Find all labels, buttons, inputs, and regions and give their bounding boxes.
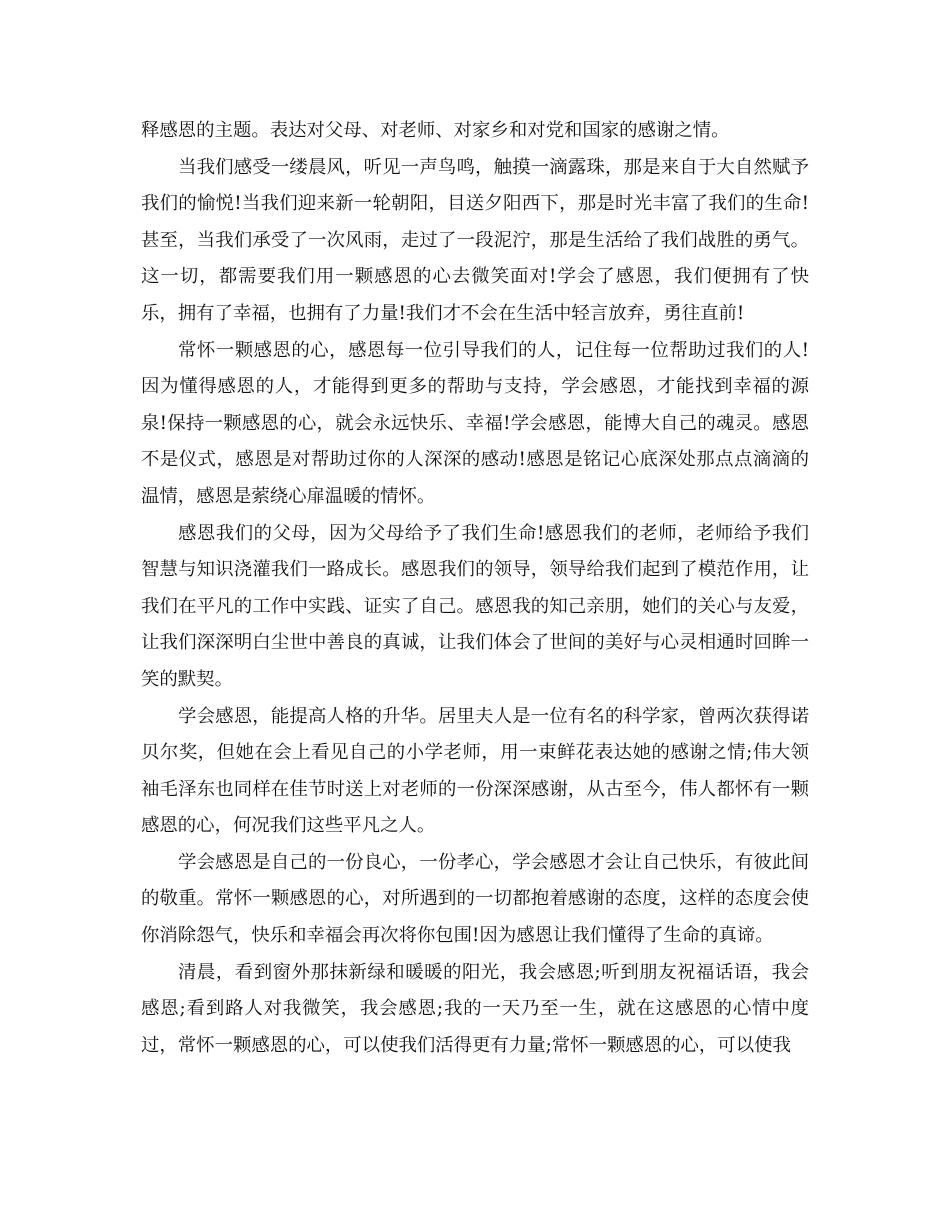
paragraph: 常怀一颗感恩的心，感恩每一位引导我们的人，记住每一位帮助过我们的人!因为懂得感恩的人，才能得到更多的帮助与支持，学会感恩，才能找到幸福的源泉!保持一颗感恩的心，就会永远快乐、幸福!学会感恩，能博大自己的魂灵。感恩不是仪式，感恩是对帮助过你的人深深的感动!感恩是铭记心底深处那点点滴滴的温情，感恩是萦绕心扉温暖的情怀。 xyxy=(141,339,809,507)
paragraph: 清晨，看到窗外那抹新绿和暖暖的阳光，我会感恩;听到朋友祝福话语，我会感恩;看到路人对我微笑，我会感恩;我的一天乃至一生，就在这感恩的心情中度过，常怀一颗感恩的心，可以使我们活得更有力量;常怀一颗感恩的心，可以使我 xyxy=(141,961,809,1056)
paragraph-continued: 释感恩的主题。表达对父母、对老师、对家乡和对党和国家的感谢之情。 xyxy=(141,120,730,141)
paragraph: 学会感恩，能提高人格的升华。居里夫人是一位有名的科学家，曾两次获得诺贝尔奖，但她在会上看见自己的小学老师，用一束鲜花表达她的感谢之情;伟大领袖毛泽东也同样在佳节时送上对老师的一份深深感谢，从古至今，伟人都怀有一颗感恩的心，何况我们这些平凡之人。 xyxy=(141,705,809,837)
document-body xyxy=(141,113,809,1064)
paragraph: 学会感恩是自己的一份良心，一份孝心，学会感恩才会让自己快乐，有彼此间的敬重。常怀一颗感恩的心，对所遇到的一切都抱着感谢的态度，这样的态度会使你消除怨气，快乐和幸福会再次将你包围!因为感恩让我们懂得了生命的真谛。 xyxy=(141,851,809,947)
paragraph: 感恩我们的父母，因为父母给予了我们生命!感恩我们的老师，老师给予我们智慧与知识浇灌我们一路成长。感恩我们的领导，领导给我们起到了模范作用，让我们在平凡的工作中实践、证实了自己。感恩我的知己亲朋，她们的关心与友爱，让我们深深明白尘世中善良的真诚，让我们体会了世间的美好与心灵相通时回眸一笑的默契。 xyxy=(141,522,809,690)
paragraph: 当我们感受一缕晨风，听见一声鸟鸣，触摸一滴露珠，那是来自于大自然赋予我们的愉悦!当我们迎来新一轮朝阳，目送夕阳西下，那是时光丰富了我们的生命!甚至，当我们承受了一次风雨，走过了一段泥泞，那是生活给了我们战胜的勇气。这一切，都需要我们用一颗感恩的心去微笑面对!学会了感恩，我们便拥有了快乐，拥有了幸福，也拥有了力量!我们才不会在生活中轻言放弃，勇往直前! xyxy=(141,156,809,324)
